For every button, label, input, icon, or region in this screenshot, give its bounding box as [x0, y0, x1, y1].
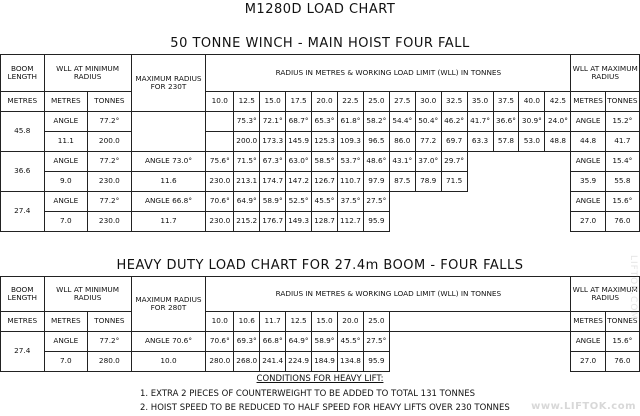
boom-length-header: BOOM LENGTH [1, 277, 45, 312]
load-cell: 86.0 [389, 132, 415, 152]
radius-value: 25.0 [363, 92, 389, 112]
angle-cell: 48.6° [363, 152, 389, 172]
angle-cell: 75.3° [234, 112, 260, 132]
metres-label: METRES [571, 312, 605, 332]
radius-value: 15.0 [260, 92, 286, 112]
max-radius-value: 44.8 [571, 132, 605, 152]
radius-value: 15.0 [312, 312, 338, 332]
conditions-heading: CONDITIONS FOR HEAVY LIFT: [256, 374, 384, 384]
load-cell: 224.9 [286, 352, 312, 372]
load-cell: 230.0 [206, 172, 234, 192]
angle-cell: 64.9° [286, 332, 312, 352]
angle-label: ANGLE [571, 112, 605, 132]
angle-cell: 52.5° [286, 192, 312, 212]
load-cell: 134.8 [337, 352, 363, 372]
max-radius-value: 35.9 [571, 172, 605, 192]
angle-cell: 53.7° [337, 152, 363, 172]
angle-cell: 75.6° [206, 152, 234, 172]
wll-min-radius-header: WLL AT MINIMUM RADIUS [44, 55, 131, 92]
max-angle-value: 15.4° [605, 152, 639, 172]
radius-value: 42.5 [545, 92, 571, 112]
load-cell: 280.0 [206, 352, 234, 372]
min-angle-value: 77.2° [88, 152, 132, 172]
metres-label: METRES [44, 312, 88, 332]
load-cell: 213.1 [234, 172, 260, 192]
main-hoist-load-table [0, 54, 640, 232]
max-angle-value: 15.2° [605, 112, 639, 132]
angle-cell: 45.5° [312, 192, 338, 212]
load-cell: 95.9 [363, 212, 389, 232]
angle-cell: 37.0° [415, 152, 441, 172]
angle-label: ANGLE [44, 152, 88, 172]
load-cell: 128.7 [312, 212, 338, 232]
min-radius-value: 11.1 [44, 132, 88, 152]
load-cell: 147.2 [286, 172, 312, 192]
load-cell: 96.5 [363, 132, 389, 152]
max-tonnes-value: 76.0 [605, 352, 639, 372]
max-radius-cell [131, 112, 206, 152]
angle-cell: 63.0° [286, 152, 312, 172]
max-tonnes-value: 55.8 [605, 172, 639, 192]
empty-cells [389, 332, 571, 352]
angle-label: ANGLE [44, 112, 88, 132]
angle-cell: 36.6° [493, 112, 519, 132]
min-radius-value: 7.0 [44, 352, 88, 372]
load-cell: 78.9 [415, 172, 441, 192]
load-cell: 57.8 [493, 132, 519, 152]
side-watermark: LIFTOK.COM [628, 255, 638, 321]
angle-cell: 50.4° [415, 112, 441, 132]
max-radius-angle: ANGLE 73.0° [131, 152, 206, 172]
load-cell: 125.3 [312, 132, 338, 152]
load-cell: 71.5 [441, 172, 467, 192]
load-cell: 69.7 [441, 132, 467, 152]
load-cell: 241.4 [260, 352, 286, 372]
radius-value: 10.0 [206, 92, 234, 112]
radius-value: 40.0 [519, 92, 545, 112]
tonnes-label: TONNES [88, 312, 132, 332]
max-radius-value: 27.0 [571, 352, 605, 372]
angle-cell: 65.3° [312, 112, 338, 132]
load-cell: 268.0 [234, 352, 260, 372]
max-tonnes-value: 41.7 [605, 132, 639, 152]
angle-cell: 58.2° [363, 112, 389, 132]
radius-value: 12.5 [234, 92, 260, 112]
angle-cell: 27.5° [363, 332, 389, 352]
tonnes-label: TONNES [605, 92, 639, 112]
angle-cell: 37.5° [337, 192, 363, 212]
angle-cell: 27.5° [363, 192, 389, 212]
min-tonnes-value: 280.0 [88, 352, 132, 372]
heavy-duty-load-table [0, 276, 640, 372]
empty-cells [389, 192, 571, 212]
chart2-title: HEAVY DUTY LOAD CHART FOR 27.4m BOOM - FOUR FALLS [116, 258, 524, 273]
radius-value: 25.0 [363, 312, 389, 332]
metres-label: METRES [44, 92, 88, 112]
angle-cell [206, 112, 234, 132]
radius-value: 10.6 [234, 312, 260, 332]
load-cell: 95.9 [363, 352, 389, 372]
chart1-title: 50 TONNE WINCH - MAIN HOIST FOUR FALL [170, 36, 470, 51]
wll-max-radius-header: WLL AT MAXIMUM RADIUS [571, 277, 640, 312]
load-cell: 97.9 [363, 172, 389, 192]
empty-cells [389, 352, 571, 372]
load-cell: 112.7 [337, 212, 363, 232]
boom-length-value: 27.4 [1, 332, 45, 372]
angle-cell: 58.9° [312, 332, 338, 352]
angle-cell: 68.7° [286, 112, 312, 132]
radius-value: 11.7 [260, 312, 286, 332]
boom-length-value: 27.4 [1, 192, 45, 232]
load-cell: 63.3 [467, 132, 493, 152]
load-cell [206, 132, 234, 152]
condition-note: 2. HOIST SPEED TO BE REDUCED TO HALF SPEED FOR HEAVY LIFTS OVER 230 TONNES [140, 403, 510, 413]
load-cell: 176.7 [260, 212, 286, 232]
boom-length-value: 36.6 [1, 152, 45, 192]
radius-value: 20.0 [312, 92, 338, 112]
radius-value: 20.0 [337, 312, 363, 332]
min-angle-value: 77.2° [88, 192, 132, 212]
angle-cell: 54.4° [389, 112, 415, 132]
max-radius-value: 11.7 [131, 212, 206, 232]
angle-cell: 67.3° [260, 152, 286, 172]
angle-cell: 70.6° [206, 332, 234, 352]
min-radius-value: 9.0 [44, 172, 88, 192]
header-filler [389, 312, 571, 332]
radius-value: 27.5 [389, 92, 415, 112]
angle-cell: 58.9° [260, 192, 286, 212]
load-cell: 110.7 [337, 172, 363, 192]
min-tonnes-value: 230.0 [88, 172, 132, 192]
load-cell: 53.0 [519, 132, 545, 152]
angle-cell: 66.8° [260, 332, 286, 352]
wll-min-radius-header: WLL AT MINIMUM RADIUS [44, 277, 131, 312]
metres-label: METRES [571, 92, 605, 112]
load-cell: 126.7 [312, 172, 338, 192]
load-cell: 174.7 [260, 172, 286, 192]
max-radius-value: 11.6 [131, 172, 206, 192]
angle-cell: 69.3° [234, 332, 260, 352]
max-radius-header: MAXIMUM RADIUS FOR 280T [131, 277, 206, 332]
radius-value: 17.5 [286, 92, 312, 112]
load-cell: 230.0 [206, 212, 234, 232]
boom-length-header: BOOM LENGTH [1, 55, 45, 92]
angle-cell: 71.5° [234, 152, 260, 172]
radius-value: 10.0 [206, 312, 234, 332]
min-angle-value: 77.2° [88, 332, 132, 352]
angle-cell: 64.9° [234, 192, 260, 212]
max-radius-angle: ANGLE 70.6° [131, 332, 206, 352]
angle-label: ANGLE [571, 192, 605, 212]
wll-max-radius-header: WLL AT MAXIMUM RADIUS [571, 55, 640, 92]
load-cell: 200.0 [234, 132, 260, 152]
page-title: M1280D LOAD CHART [244, 2, 396, 17]
empty-cells [389, 212, 571, 232]
angle-cell: 24.0° [545, 112, 571, 132]
min-tonnes-value: 230.0 [88, 212, 132, 232]
empty-cells [467, 152, 571, 172]
angle-cell: 41.7° [467, 112, 493, 132]
tonnes-label: TONNES [605, 312, 639, 332]
angle-label: ANGLE [44, 332, 88, 352]
radius-value: 22.5 [337, 92, 363, 112]
load-cell: 184.9 [312, 352, 338, 372]
load-cell: 48.8 [545, 132, 571, 152]
max-radius-value: 10.0 [131, 352, 206, 372]
load-cell: 77.2 [415, 132, 441, 152]
angle-cell: 30.9° [519, 112, 545, 132]
metres-label: METRES [1, 92, 45, 112]
angle-label: ANGLE [571, 152, 605, 172]
max-angle-value: 15.6° [605, 332, 639, 352]
angle-label: ANGLE [44, 192, 88, 212]
load-cell: 149.3 [286, 212, 312, 232]
min-radius-value: 7.0 [44, 212, 88, 232]
load-cell: 173.3 [260, 132, 286, 152]
load-cell: 145.9 [286, 132, 312, 152]
radius-value: 37.5 [493, 92, 519, 112]
load-cell: 215.2 [234, 212, 260, 232]
load-cell: 109.3 [337, 132, 363, 152]
radius-value: 32.5 [441, 92, 467, 112]
max-radius-angle: ANGLE 66.8° [131, 192, 206, 212]
max-radius-value: 27.0 [571, 212, 605, 232]
load-cell: 87.5 [389, 172, 415, 192]
angle-cell: 72.1° [260, 112, 286, 132]
angle-label: ANGLE [571, 332, 605, 352]
radius-wll-header: RADIUS IN METRES & WORKING LOAD LIMIT (WLL) IN TONNES [206, 55, 571, 92]
max-tonnes-value: 76.0 [605, 212, 639, 232]
tonnes-label: TONNES [88, 92, 132, 112]
metres-label: METRES [1, 312, 45, 332]
angle-cell: 29.7° [441, 152, 467, 172]
angle-cell: 43.1° [389, 152, 415, 172]
condition-note: 1. EXTRA 2 PIECES OF COUNTERWEIGHT TO BE ADDED TO TOTAL 131 TONNES [140, 389, 475, 399]
angle-cell: 58.5° [312, 152, 338, 172]
radius-value: 35.0 [467, 92, 493, 112]
radius-wll-header: RADIUS IN METRES & WORKING LOAD LIMIT (WLL) IN TONNES [206, 277, 571, 312]
angle-cell: 70.6° [206, 192, 234, 212]
site-watermark: www.LIFTOK.com [531, 401, 636, 412]
angle-cell: 45.5° [337, 332, 363, 352]
min-tonnes-value: 200.0 [88, 132, 132, 152]
max-angle-value: 15.6° [605, 192, 639, 212]
angle-cell: 46.2° [441, 112, 467, 132]
boom-length-value: 45.8 [1, 112, 45, 152]
radius-value: 12.5 [286, 312, 312, 332]
angle-cell: 61.8° [337, 112, 363, 132]
min-angle-value: 77.2° [88, 112, 132, 132]
empty-cells [467, 172, 571, 192]
radius-value: 30.0 [415, 92, 441, 112]
max-radius-header: MAXIMUM RADIUS FOR 230T [131, 55, 206, 112]
